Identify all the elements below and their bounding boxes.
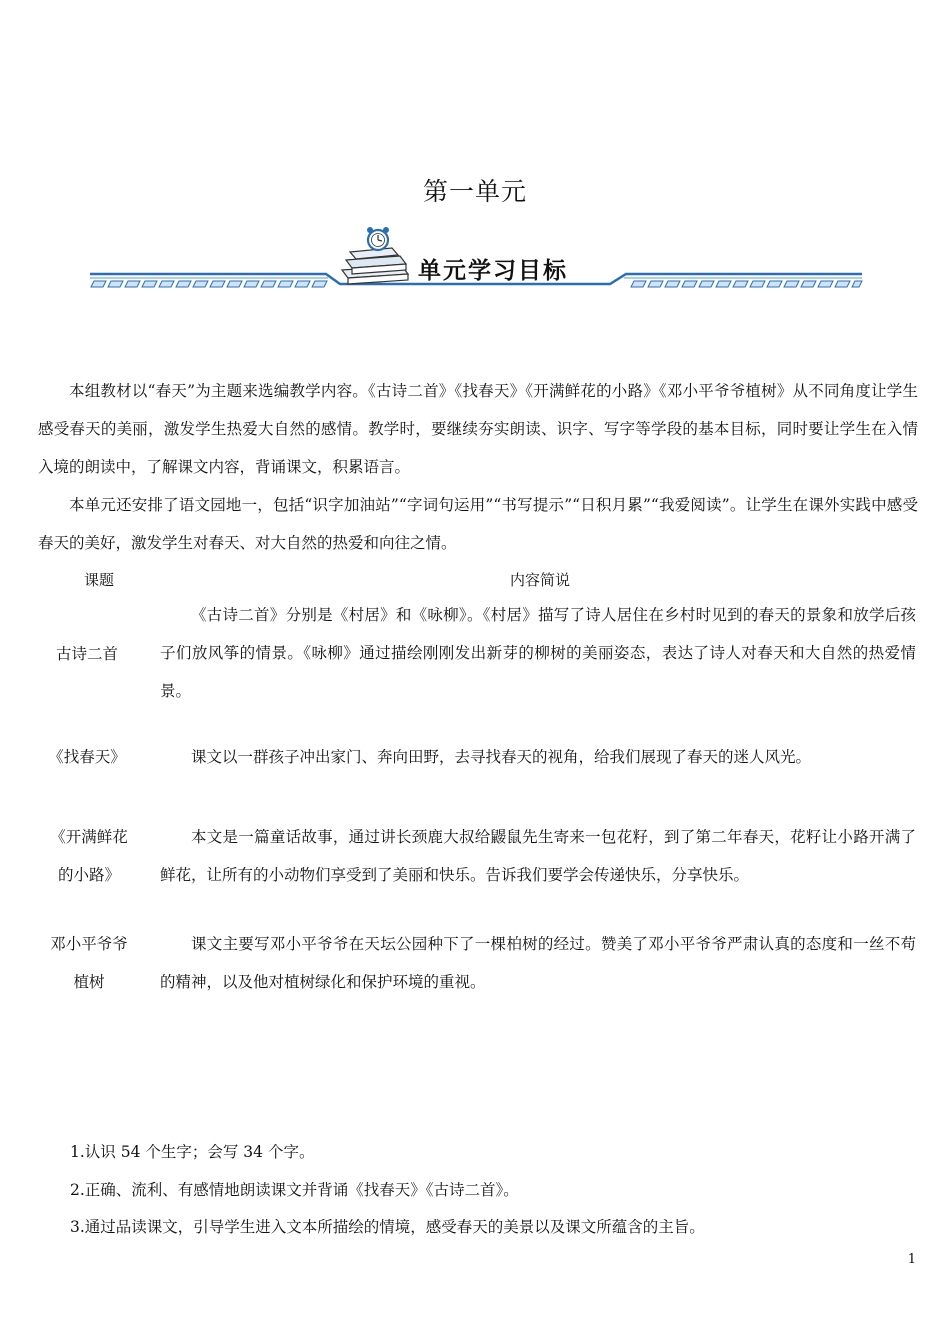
table-row-topic: 古诗二首 xyxy=(55,645,118,663)
goal-item: 2.正确、流利、有感情地朗读课文并背诵《找春天》《古诗二首》。 xyxy=(70,1181,519,1199)
section-heading: 单元学习目标 xyxy=(418,258,568,284)
table-row-topic: 《找春天》 xyxy=(48,748,126,766)
table-row-desc: 《古诗二首》分别是《村居》和《咏柳》。《村居》描写了诗人居住在乡村时见到的春天的景象和放学后孩子们放风筝的情景。《咏柳》通过描绘刚刚发出新芽的柳树的美丽姿态，表达了诗人对春天和大自然的热爱情景。 xyxy=(160,606,916,700)
table-row-desc: 课文主要写邓小平爷爷在天坛公园种下了一棵柏树的经过。赞美了邓小平爷爷严肃认真的态度和一丝不苟的精神，以及他对植树绿化和保护环境的重视。 xyxy=(160,935,916,991)
goal-item: 1.认识 54 个生字；会写 34 个字。 xyxy=(70,1143,315,1161)
table-row-desc: 本文是一篇童话故事，通过讲长颈鹿大叔给鼹鼠先生寄来一包花籽，到了第二年春天，花籽让小路开满了鲜花，让所有的小动物们享受到了美丽和快乐。告诉我们要学会传递快乐，分享快乐。 xyxy=(160,828,916,884)
intro-paragraph: 本组教材以“春天”为主题来选编教学内容。《古诗二首》《找春天》《开满鲜花的小路》《邓小平爷爷植树》从不同角度让学生感受春天的美丽，激发学生热爱大自然的感情。教学时，要继续夯实朗读、识字、写字等学段的基本目标，同时要让学生在入情入境的朗读中，了解课文内容，背诵课文，积累语言。 xyxy=(38,382,918,476)
table-row-desc: 课文以一群孩子冲出家门、奔向田野，去寻找春天的视角，给我们展现了春天的迷人风光。 xyxy=(191,748,812,766)
page-number: 1 xyxy=(907,1252,916,1267)
goal-item: 3.通过品读课文，引导学生进入文本所描绘的情境，感受春天的美景以及课文所蕴含的主旨。 xyxy=(70,1218,705,1236)
page-title: 第一单元 xyxy=(422,177,527,206)
table-row-topic: 邓小平爷爷植树 xyxy=(50,935,128,991)
table-header-topic: 课题 xyxy=(83,571,114,589)
intro-paragraph: 本单元还安排了语文园地一，包括“识字加油站”“字词句运用”“书写提示”“日积月累”“我爱阅读”。让学生在课外实践中感受春天的美好，激发学生对春天、对大自然的热爱和向往之情。 xyxy=(38,496,918,552)
alarm-clock-on-books-icon xyxy=(342,227,408,284)
table-row-topic: 《开满鲜花的小路》 xyxy=(50,828,128,884)
table-header-desc: 内容简说 xyxy=(509,571,570,589)
